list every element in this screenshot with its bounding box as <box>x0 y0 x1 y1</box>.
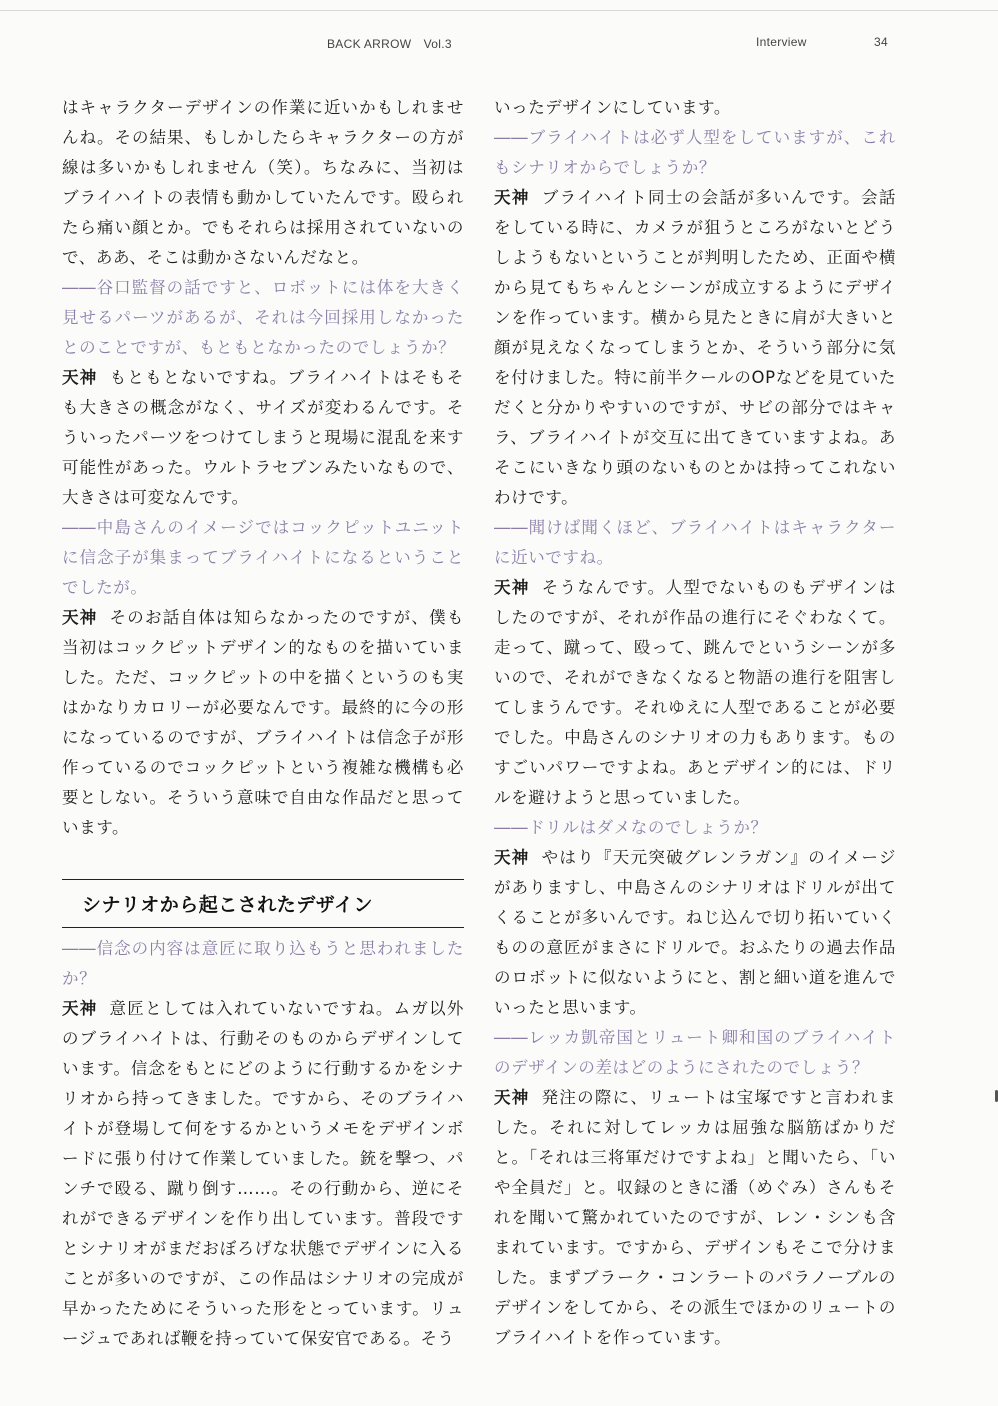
top-border <box>0 10 998 11</box>
answer-text: そのお話自体は知らなかったのですが、僕も当初はコックピットデザイン的なものを描いていました。ただ、コックピットの中を描くというのも実はかなりカロリーが必要なんです。最終的に今の形になっているのですが、ブライハイトは信念子が形作っているのでコックピットという複雑な機構も必要としない。そういう意味で自由な作品だと思っています。 <box>62 608 464 837</box>
heading-rule-bottom <box>62 927 464 928</box>
speaker-name: 天神 <box>494 188 530 207</box>
answer-paragraph <box>62 994 464 1354</box>
answer-text: もともとないですね。ブライハイトはそもそも大きさの概念がなく、サイズが変わるんです。そういったパーツをつけてしまうと現場に混乱を来す可能性があった。ウルトラセブンみたいなもので、大きさは可変なんです。 <box>62 368 464 507</box>
interviewer-question: ――信念の内容は意匠に取り込もうと思われましたか？ <box>62 939 464 988</box>
answer-text: やはり『天元突破グレンラガン』のイメージがありますし、中島さんのシナリオはドリルが出てくることが多いんです。ねじ込んで切り拓いていくものの意匠がまさにドリルで。おふたりの過去作品のロボットに似ないようにと、割と細い道を進んでいったと思います。 <box>494 848 897 1017</box>
right-column <box>494 93 896 1353</box>
speaker-name: 天神 <box>62 368 98 387</box>
section-heading-block <box>62 879 464 928</box>
answer-text: ブライハイト同士の会話が多いんです。会話をしている時に、カメラが狙うところがないとどうしようもないということが判明したため、正面や横から見てもちゃんとシーンが成立するようにデザインを作っています。横から見たときに肩が大きいと顔が見えなくなってしまうとか、そういう部分に気を付けました。特に前半クールのOPなどを見ていただくと分かりやすいのですが、サビの部分ではキャラ、ブライハイトが交互に出てきていますよね。あそこにいきなり頭のないものとかは持ってこれないわけです。 <box>494 188 896 507</box>
interviewer-question: ――ドリルはダメなのでしょうか？ <box>494 818 768 837</box>
answer-paragraph <box>494 183 896 513</box>
interviewer-question: ――レッカ凱帝国とリュート卿和国のブライハイトのデザインの差はどのようにされたのでしょう？ <box>494 1028 896 1077</box>
section-heading: シナリオから起こされたデザイン <box>82 894 373 916</box>
interviewer-question: ――中島さんのイメージではコックピットユニットに信念子が集まってブライハイトになるということでしたが。 <box>62 518 464 597</box>
speaker-name: 天神 <box>62 608 98 627</box>
interviewer-question: ――谷口監督の話ですと、ロボットには体を大きく見せるパーツがあるが、それは今回採用しなかったとのことですが、もともとなかったのでしょうか？ <box>62 278 464 357</box>
answer-text: 発注の際に、リュートは宝塚ですと言われました。それに対してレッカは屈強な脳筋ばかりだと。「それは三将軍だけですよね」と聞いたら、「いや全員だ」と。収録のときに潘（めぐみ）さんもそれを聞いて驚かれていたのですが、レン・シンも含まれています。ですから、デザインもそこで分けました。まずブラーク・コンラートのパラノーブルのデザインをしてから、その派生でほかのリュートのブライハイトを作っています。 <box>494 1088 896 1347</box>
page-number: 34 <box>874 35 888 49</box>
running-header-title: BACK ARROW Vol.3 <box>327 37 452 51</box>
answer-text: 意匠としては入れていないですね。ムガ以外のブライハイトは、行動そのものからデザインしています。信念をもとにどのように行動するかをシナリオから持ってきました。ですから、そのブライハイトが登場して何をするかというメモをデザインボードに張り付けて作業していました。銃を撃つ、パンチで殴る、蹴り倒す……。その行動から、逆にそれができるデザインを作り出しています。普段ですとシナリオがまだおぼろげな状態でデザインに入ることが多いのですが、この作品はシナリオの完成が早かったためにそういった形をとっています。リュージュであれば鞭を持っていて保安官である。そう <box>62 999 464 1348</box>
answer-paragraph <box>494 573 896 813</box>
speaker-name: 天神 <box>494 1088 530 1107</box>
left-column <box>62 93 464 1354</box>
answer-paragraph <box>494 1083 896 1353</box>
running-header-section: Interview <box>756 35 807 49</box>
answer-text: そうなんです。人型でないものもデザインはしたのですが、それが作品の進行にそぐわなくて。走って、蹴って、殴って、跳んでというシーンが多いので、それができなくなると物語の進行を阻害してしまうんです。それゆえに人型であることが必要でした。中島さんのシナリオの力もあります。ものすごいパワーですよね。あとデザイン的には、ドリルを避けようと思っていました。 <box>494 578 896 807</box>
speaker-name: 天神 <box>62 999 98 1018</box>
speaker-name: 天神 <box>494 578 530 597</box>
paragraph: はキャラクターデザインの作業に近いかもしれませんね。その結果、もしかしたらキャラクターの方が線は多いかもしれません（笑）。ちなみに、当初はブライハイトの表情も動かしていたんです。殴られたら痛い顔とか。でもそれらは採用されていないので、ああ、そこは動かさないんだなと。 <box>62 98 464 267</box>
answer-paragraph <box>62 363 464 513</box>
speaker-name: 天神 <box>494 848 530 867</box>
answer-paragraph <box>494 843 896 1023</box>
answer-paragraph <box>62 603 464 843</box>
interviewer-question: ――聞けば聞くほど、ブライハイトはキャラクターに近いですね。 <box>494 518 896 567</box>
interviewer-question: ――ブライハイトは必ず人型をしていますが、これもシナリオからでしょうか？ <box>494 128 896 177</box>
paragraph: いったデザインにしています。 <box>494 98 731 117</box>
